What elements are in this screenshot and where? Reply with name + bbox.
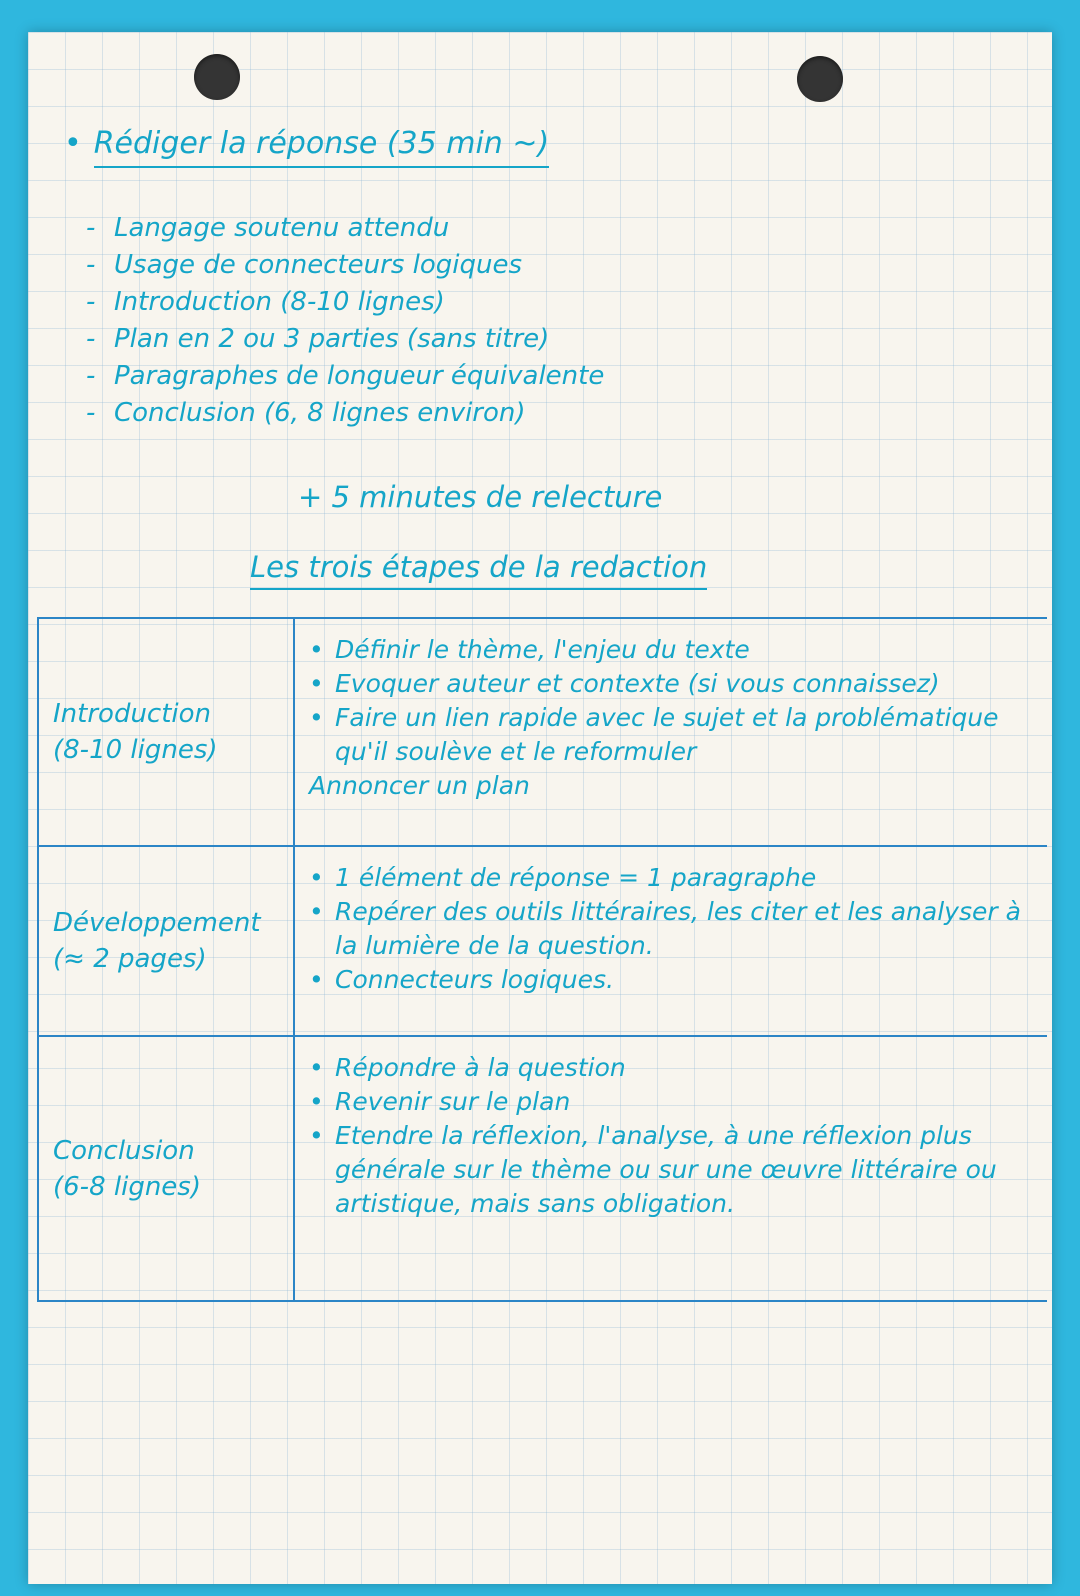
- row-content-introduction: [295, 619, 1047, 845]
- list-item-text: Conclusion (6, 8 lignes environ): [114, 398, 526, 428]
- row-content-developpement: [295, 847, 1047, 1035]
- bullet-icon: •: [309, 965, 324, 994]
- dash-icon: -: [86, 324, 96, 354]
- dash-icon: -: [86, 213, 96, 243]
- list-item: [86, 247, 604, 284]
- row-content-conclusion: [295, 1037, 1047, 1300]
- table-row-introduction: [39, 619, 1047, 847]
- bullet-text: Faire un lien rapide avec le sujet et la problématique qu'il soulève et le reformuler: [335, 703, 999, 766]
- bullet-item: [309, 963, 1041, 997]
- bullet-text: 1 élément de réponse = 1 paragraphe: [335, 863, 817, 892]
- checklist: [86, 210, 604, 432]
- page-title: [64, 126, 549, 168]
- list-item-text: Plan en 2 ou 3 parties (sans titre): [114, 324, 550, 354]
- bullet-text: Etendre la réflexion, l'analyse, à une réflexion plus générale sur le thème ou sur une œuvre littéraire ou artistique, mais sans obligation.: [335, 1121, 997, 1218]
- list-item: [86, 284, 604, 321]
- bullet-icon: •: [309, 669, 324, 698]
- bullet-item: [309, 895, 1041, 963]
- row-label-line2: (8-10 lignes): [53, 735, 218, 765]
- row-note: Annoncer un plan: [309, 771, 530, 800]
- bullet-text: Evoquer auteur et contexte (si vous connaissez): [335, 669, 940, 698]
- bullet-icon: •: [309, 703, 324, 732]
- bullet-text: Revenir sur le plan: [335, 1087, 571, 1116]
- bullet-item: [309, 633, 1041, 667]
- relecture-note: + 5 minutes de relecture: [298, 480, 663, 514]
- list-item: [86, 210, 604, 247]
- bullet-text: Connecteurs logiques.: [335, 965, 614, 994]
- punch-hole-right-icon: [797, 56, 843, 102]
- row-label-introduction: [39, 619, 295, 845]
- row-label-conclusion: [39, 1037, 295, 1300]
- bullet-text: Répondre à la question: [335, 1053, 626, 1082]
- dash-icon: -: [86, 287, 96, 317]
- bullet-text: Repérer des outils littéraires, les citer et les analyser à la lumière de la question.: [335, 897, 1021, 960]
- bullet-icon: •: [309, 635, 324, 664]
- page-title-text: Rédiger la réponse (35 min ~): [94, 126, 550, 168]
- bullet-text: Définir le thème, l'enjeu du texte: [335, 635, 750, 664]
- etapes-table: [37, 617, 1047, 1302]
- bullet-icon: •: [309, 1121, 324, 1150]
- list-item: [86, 395, 604, 432]
- row-label-developpement: [39, 847, 295, 1035]
- list-item-text: Paragraphes de longueur équivalente: [114, 361, 605, 391]
- bullet-item: [309, 861, 1041, 895]
- dash-icon: -: [86, 361, 96, 391]
- dash-icon: -: [86, 398, 96, 428]
- bullet-icon: •: [309, 863, 324, 892]
- table-row-developpement: [39, 847, 1047, 1037]
- list-item: [86, 358, 604, 395]
- title-bullet-icon: •: [64, 126, 82, 161]
- bullet-item: [309, 667, 1041, 701]
- table-title: Les trois étapes de la redaction: [250, 550, 707, 590]
- bullet-item: [309, 1051, 1041, 1085]
- list-item-text: Introduction (8-10 lignes): [114, 287, 445, 317]
- notebook-paper: [28, 32, 1052, 1584]
- list-item: [86, 321, 604, 358]
- row-label-line2: (6-8 lignes): [53, 1171, 201, 1202]
- row-label-line1: Développement: [53, 908, 261, 938]
- bullet-item: [309, 701, 1041, 769]
- row-label-line1: Introduction: [53, 699, 212, 729]
- bullet-icon: •: [309, 1053, 324, 1082]
- bullet-icon: •: [309, 897, 324, 926]
- punch-hole-left-icon: [194, 54, 240, 100]
- list-item-text: Usage de connecteurs logiques: [114, 250, 523, 280]
- bullet-icon: •: [309, 1087, 324, 1116]
- table-row-conclusion: [39, 1037, 1047, 1302]
- row-label-line2: (≈ 2 pages): [53, 944, 207, 974]
- bullet-item: [309, 1085, 1041, 1119]
- dash-icon: -: [86, 250, 96, 280]
- list-item-text: Langage soutenu attendu: [114, 213, 450, 243]
- row-label-line1: Conclusion: [53, 1135, 195, 1166]
- bullet-item: [309, 1119, 1041, 1221]
